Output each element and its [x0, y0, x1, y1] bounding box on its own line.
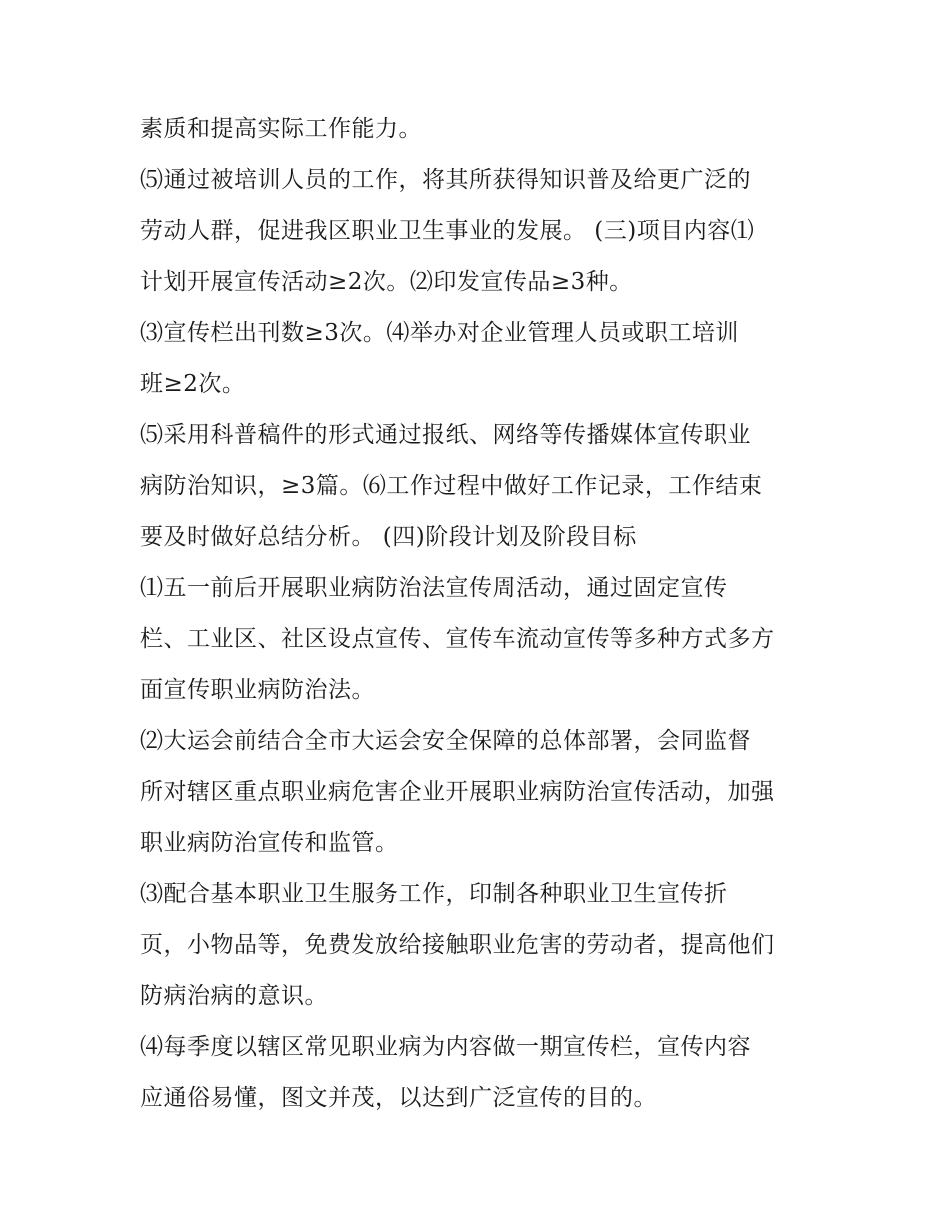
text-line: ⑴五一前后开展职业病防治法宣传周活动，通过固定宣传: [140, 575, 728, 601]
text-line: 素质和提高实际工作能力。: [140, 116, 422, 142]
text-line: 防病治病的意识。: [140, 983, 328, 1009]
text-line: ⑸采用科普稿件的形式通过报纸、网络等传播媒体宣传职业: [140, 422, 751, 448]
text-line: 劳动人群，促进我区职业卫生事业的发展。 (三)项目内容⑴: [140, 218, 755, 244]
text-line: ⑵大运会前结合全市大运会安全保障的总体部署，会同监督: [140, 728, 751, 754]
text-line: 页，小物品等，免费发放给接触职业危害的劳动者，提高他们: [140, 932, 775, 958]
text-line: ⑷每季度以辖区常见职业病为内容做一期宣传栏，宣传内容: [140, 1034, 751, 1060]
text-line: ⑸通过被培训人员的工作，将其所获得知识普及给更广泛的: [140, 167, 751, 193]
text-line: 班≥2次。: [140, 371, 246, 397]
text-line: 应通俗易懂，图文并茂，以达到广泛宣传的目的。: [140, 1085, 657, 1111]
text-line: 要及时做好总结分析。 (四)阶段计划及阶段目标: [140, 524, 637, 550]
text-line: 病防治知识，≥3篇。⑹工作过程中做好工作记录，工作结束: [140, 473, 763, 499]
text-line: 计划开展宣传活动≥2次。⑵印发宣传品≥3种。: [140, 269, 633, 295]
text-line: 面宣传职业病防治法。: [140, 677, 375, 703]
text-line: 职业病防治宣传和监管。: [140, 830, 399, 856]
text-line: 所对辖区重点职业病危害企业开展职业病防治宣传活动，加强: [140, 779, 775, 805]
text-line: 栏、工业区、社区设点宣传、宣传车流动宣传等多种方式多方: [140, 626, 775, 652]
text-line: ⑶配合基本职业卫生服务工作，印制各种职业卫生宣传折: [140, 881, 728, 907]
text-line: ⑶宣传栏出刊数≥3次。⑷举办对企业管理人员或职工培训: [140, 320, 739, 346]
